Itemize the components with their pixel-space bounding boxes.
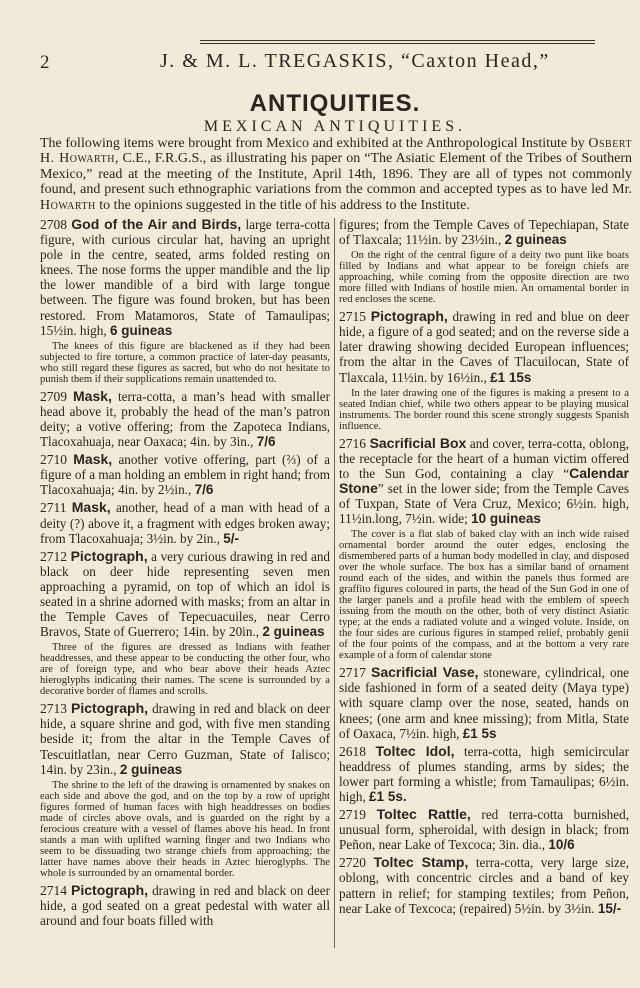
running-title: J. & M. L. TREGASKIS, “Caxton Head,” bbox=[160, 50, 550, 72]
entry-note: On the right of the central figure of a deity two punt like boats filled by Indians and what appear to be foreign chiefs are approaching, while coming from the opposite direction are two more filled with Indians of hostile mien. An ornamental border in red encloses the scene. bbox=[339, 250, 629, 306]
intro-paragraph: The following items were brought from Mexico and exhibited at the Anthropological Institute by Osbert H. Howarth, C.E., F.R.G.S., as illustrating his paper on “The Asiatic Element of the Tribes of Southern Mexico,” read at the meeting of the Institute, April 14th, 1896. They are all of types not commonly found, and present such ethnographic variations from the common and accepted types as to have led Mr. Howarth to the opinions suggested in the title of his address to the Institute. bbox=[40, 136, 632, 213]
entry-description: a very curious drawing in red and black on deer hide representing seven men approaching a pyramid, on top of which an idol is seated in a shrine adorned with masks; from an altar in the Temple Caves of Tepecuacuiles, near Cerro Bravos, State of Guerrero; 14in. by 20in., bbox=[40, 548, 331, 640]
entry-description: red terra-cotta burnished, unusual form, spheroidal, with design in black; from Peñon, near Lake of Texcoca; 3in. dia., bbox=[339, 807, 629, 853]
catalogue-entry bbox=[339, 665, 629, 740]
entry-note: The knees of this figure are blackened as if they had been subjected to fire torture, a common practice of later-day peasants, who still regard these figures as sacred, but who do not hesitate to punish them if their supplications remain unattended to. bbox=[40, 340, 330, 385]
entry-title: Sacrificial Box bbox=[369, 434, 467, 451]
entry-price: 2 guineas bbox=[504, 232, 567, 248]
entry-title: Mask, bbox=[73, 387, 112, 404]
page-header bbox=[40, 46, 630, 80]
entry-description: ” set in the lower side; from the Temple Caves of Tuxpan, State of Vera Cruz, Mexico; 6½in. high, 11½in.long, 7½in. wide; bbox=[339, 480, 629, 527]
entry-price: £1 15s bbox=[490, 369, 532, 385]
entry-title: Toltec Stamp, bbox=[373, 854, 469, 871]
section-heading: ANTIQUITIES. bbox=[249, 90, 421, 117]
entry-description: large terra-cotta figure, with curious circular hat, having an upright pole in the centre, seated, arms folded resting on knees. The nose forms the upper mandible and the lip the lower mandible of a bird with large tongue between. The figure was found broken, but has been restored. From Matamoros, State of Tamaulipas; 15½in. high, bbox=[40, 217, 331, 338]
entry-price: 7/6 bbox=[194, 482, 214, 498]
entry-title: Mask, bbox=[71, 499, 111, 516]
entry-price: 5/- bbox=[223, 530, 240, 546]
catalogue-entry bbox=[40, 217, 330, 338]
catalogue-entry bbox=[40, 500, 330, 545]
catalogue-entry bbox=[40, 452, 330, 497]
entry-price: 2 guineas bbox=[119, 761, 183, 777]
entry-price: 10/6 bbox=[548, 837, 575, 853]
entry-description: and cover, terra-cotta, oblong, the receptacle for the heart of a human victim offered to the Sun God, containing a clay “ bbox=[339, 435, 630, 481]
column-divider bbox=[334, 218, 335, 948]
entry-title: Calendar Stone bbox=[339, 464, 629, 496]
entry-description: terra-cotta, very large size, oblong, with concentric circles and a band of key pattern in relief; for stamping textiles; from Peñon, near Lake of Texcoca; (repaired) 5½in. by 3½in. bbox=[339, 855, 629, 916]
author-name: Osbert H. Howarth bbox=[40, 136, 632, 167]
entry-description: another votive offering, part (⅔) of a figure of a man holding an emblem in right hand; from Tlacoxahuaja; 4in. by 2½in., bbox=[40, 452, 331, 498]
entry-price: £1 5s. bbox=[369, 788, 407, 804]
entry-description: stoneware, cylindrical, one side fashioned in form of a seated deity (Maya type) with square clamp over the nose, seated, hands on knees; (one arm and knee missing); from Mitla, State of Oaxaca, 7½in. high, bbox=[339, 665, 630, 741]
entry-title: Toltec Idol, bbox=[375, 742, 455, 759]
entry-title: Pictograph, bbox=[370, 308, 448, 325]
catalogue-entry bbox=[339, 309, 629, 384]
catalogue-entry bbox=[339, 855, 629, 915]
entry-description: terra-cotta, high semicircular headdress of plumes standing, arms by sides; the lower part forming a whistle; from Tamaulipas; 6½in. high, bbox=[339, 743, 629, 804]
catalogue-entry bbox=[339, 436, 629, 527]
entry-price: £1 5s bbox=[462, 725, 497, 741]
right-column bbox=[339, 217, 629, 919]
entry-price: 2 guineas bbox=[262, 624, 325, 640]
entry-description: drawing in red and black on deer hide, a god seated on a great pedestal with water all around and four boats filled with bbox=[40, 882, 330, 928]
entry-title: Pictograph, bbox=[70, 547, 148, 564]
catalogue-entry bbox=[339, 807, 629, 852]
section-subheading: MEXICAN ANTIQUITIES. bbox=[203, 118, 467, 135]
header-rule-thin bbox=[200, 43, 595, 44]
entry-price: 10 guineas bbox=[471, 511, 541, 527]
entry-title: God of the Air and Birds, bbox=[71, 216, 242, 232]
entry-number: 2711 bbox=[40, 500, 67, 516]
entry-number: 2720 bbox=[339, 855, 366, 871]
entry-description: terra-cotta, a man’s head with smaller head above it, probably the head of the man’s patron deity; a votive offering; from the Zapoteca Indians, Tlacoxahuaja, near Oaxaca; 4in. by 3in., bbox=[40, 388, 330, 450]
catalogue-entry bbox=[40, 701, 330, 776]
page bbox=[40, 46, 630, 80]
entry-note: The shrine to the left of the drawing is ornamented by snakes on each side and above the god, and on the top by a row of upright figures formed of human faces with high headdresses on bodies made of circles above ovals, and is guarded on the right by a ferocious creature with a vessel of flames above his head. In front stands a man with uplifted warning finger and two Indians who seem to be dissuading two strange chiefs from approaching; the latter have names above their heads in Aztec hieroglyphs. The whole is surrounded by an ornamental border. bbox=[40, 779, 330, 879]
catalogue-entry bbox=[40, 549, 330, 640]
entry-title: Toltec Rattle, bbox=[376, 806, 471, 823]
entry-number: 2710 bbox=[40, 452, 67, 468]
entry-number: 2716 bbox=[339, 435, 366, 451]
entry-note: In the later drawing one of the figures is making a present to a seated Indian chief, while two others appear to be playing musical instruments. The border round this scene strongly suggests Spanish influence. bbox=[339, 387, 629, 432]
entry-number: 2715 bbox=[339, 309, 366, 325]
entry-number: 2708 bbox=[40, 217, 67, 232]
page-number: 2 bbox=[40, 52, 50, 73]
entry-price: 7/6 bbox=[256, 434, 276, 450]
entry-title: Mask, bbox=[73, 451, 113, 468]
catalogue-entry bbox=[339, 744, 629, 804]
entry-number: 2709 bbox=[40, 388, 67, 404]
catalogue-entry bbox=[40, 389, 330, 449]
entry-price: 15/- bbox=[597, 900, 622, 916]
entry-number: 2714 bbox=[40, 882, 67, 898]
catalogue-entry bbox=[339, 217, 629, 247]
entry-number: 2712 bbox=[40, 548, 67, 564]
entry-description: another, head of a man with head of a deity (?) above it, a fragment with edges broken away; from Tlacoxahuaja; 3½in. by 2in., bbox=[40, 500, 330, 546]
entry-number: 2719 bbox=[339, 807, 366, 823]
entry-number: 2713 bbox=[40, 701, 67, 717]
entry-description: drawing in red and black on deer hide, a square shrine and god, with five men standing beside it; from the altar in the Temple Caves of Tescuitlatlan, near Cerro Guzman, State of Ialisco; 14in. by 23in., bbox=[40, 701, 330, 777]
entry-number: 2618 bbox=[339, 743, 366, 759]
entry-title: Sacrificial Vase, bbox=[371, 664, 479, 681]
entry-note: Three of the figures are dressed as Indians with feather headdresses, and these appear to be conducting the other four, who are of foreign type, and who bear above their heads Aztec hieroglyphs indicating their names. The scene is surrounded by a decorative border of flames and scrolls. bbox=[40, 642, 330, 698]
header-rule bbox=[200, 40, 595, 41]
author-surname: Howarth bbox=[40, 197, 96, 213]
left-column bbox=[40, 217, 330, 931]
entry-price: 6 guineas bbox=[109, 322, 173, 338]
entry-description: drawing in red and blue on deer hide, a figure of a god seated; and on the reverse side a later drawing showing decided European influences; from the altar in the Caves of Tlacuilocan, State of Tlaxcala, 11½in. by 16½in., bbox=[339, 309, 630, 385]
entry-description: figures; from the Temple Caves of Tepechiapan, State of Tlaxcala; 11½in. by 23½in., bbox=[339, 217, 629, 248]
entry-number: 2717 bbox=[339, 665, 366, 681]
catalogue-entry bbox=[40, 883, 330, 928]
entry-title: Pictograph, bbox=[71, 881, 149, 898]
entry-title: Pictograph, bbox=[71, 700, 149, 717]
entry-note: The cover is a flat slab of baked clay with an inch wide raised ornamental border around the outer edges, enclosing the dismembered parts of a human body modelled in clay, and disposed over the whole surface. The box has a similar band of ornament round each of the sides, and within the panels thus formed are graffito figures coloured in parts, the head of the Sun God in one of the larger panels and a profile head with the emblem of speech issuing from the mouth on the other, both of very distinct Asiatic type; at the ends a radiated volute and a winged volute. Inside, on the four sides are curious figures in stamped relief, probably genii of the four points of the compass, and at the bottom a very rare example of a form of calendar stone bbox=[339, 529, 629, 662]
